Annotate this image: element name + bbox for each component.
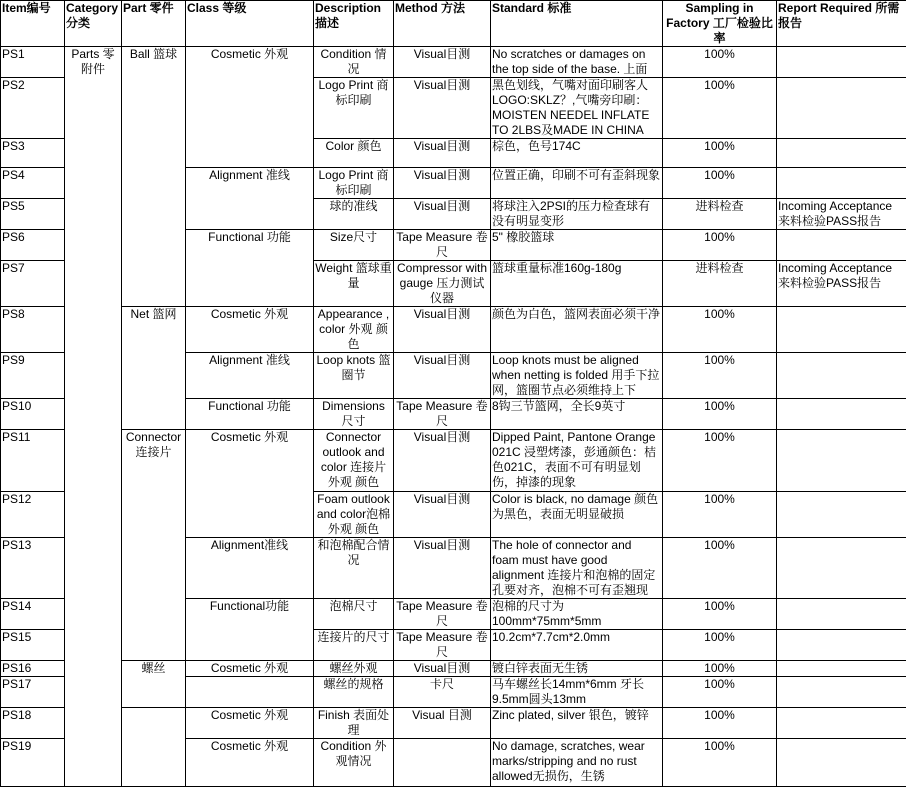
standard-cell: 颜色为白色，篮网表面必须干净	[491, 307, 663, 353]
standard-cell: 10.2cm*7.7cm*2.0mm	[491, 630, 663, 661]
sampling-cell: 100%	[663, 599, 777, 630]
table-row	[1, 47, 906, 78]
item-id: PS12	[1, 492, 65, 538]
item-id: PS15	[1, 630, 65, 661]
class-cosmetic-net: Cosmetic 外观	[186, 307, 314, 353]
description-cell: 螺丝外观	[314, 661, 394, 677]
item-id: PS19	[1, 739, 65, 787]
report-cell	[777, 739, 906, 787]
method-cell: Visual目测	[394, 78, 491, 139]
method-cell: Visual目测	[394, 47, 491, 78]
class-functional-net: Functional 功能	[186, 399, 314, 430]
description-cell: Weight 篮球重量	[314, 261, 394, 307]
method-cell: 卡尺	[394, 677, 491, 708]
header-standard: Standard 标准	[491, 1, 663, 47]
part-connector: Connector 连接片	[122, 430, 186, 661]
description-cell: Connector outlook and color 连接片外观 颜色	[314, 430, 394, 492]
table-row	[1, 661, 906, 677]
standard-cell: 8钩三节篮网，全长9英寸	[491, 399, 663, 430]
class-alignment-ball: Alignment 准线	[186, 168, 314, 230]
standard-cell: 黑色划线，气嘴对面印刷客人LOGO:SKLZ？,气嘴旁印刷：MOISTEN NEEDEL INFLATE TO 2LBS及MADE IN CHINA	[491, 78, 663, 139]
sampling-cell: 进料检查	[663, 261, 777, 307]
report-cell	[777, 661, 906, 677]
item-id: PS18	[1, 708, 65, 739]
item-id: PS16	[1, 661, 65, 677]
report-cell	[777, 139, 906, 168]
standard-cell: Zinc plated, silver 银色，镀锌	[491, 708, 663, 739]
standard-cell: 泡棉的尺寸为 100mm*75mm*5mm	[491, 599, 663, 630]
description-cell: Logo Print 商标印刷	[314, 168, 394, 199]
sampling-cell: 100%	[663, 630, 777, 661]
method-cell: Compressor with gauge 压力测试仪器	[394, 261, 491, 307]
class-cosmetic-ps19: Cosmetic 外观	[186, 739, 314, 787]
sampling-cell: 100%	[663, 538, 777, 599]
item-id: PS4	[1, 168, 65, 199]
report-cell	[777, 47, 906, 78]
method-cell: Tape Measure 卷尺	[394, 399, 491, 430]
part-screw: 螺丝	[122, 661, 186, 708]
class-cosmetic-connector: Cosmetic 外观	[186, 430, 314, 538]
class-functional-connector: Functional功能	[186, 599, 314, 661]
item-id: PS7	[1, 261, 65, 307]
class-alignment-net: Alignment 准线	[186, 353, 314, 399]
method-cell: Tape Measure 卷尺	[394, 599, 491, 630]
description-cell: Condition 外观情况	[314, 739, 394, 787]
report-cell	[777, 492, 906, 538]
description-cell: Foam outlook and color泡棉外观 颜色	[314, 492, 394, 538]
method-cell: Visual目测	[394, 307, 491, 353]
description-cell: Loop knots 篮圈节	[314, 353, 394, 399]
sampling-cell: 100%	[663, 307, 777, 353]
class-cosmetic-ps18: Cosmetic 外观	[186, 708, 314, 739]
part-empty	[122, 708, 186, 787]
method-cell: Visual 目测	[394, 708, 491, 739]
item-id: PS1	[1, 47, 65, 78]
sampling-cell: 100%	[663, 139, 777, 168]
report-cell	[777, 168, 906, 199]
standard-cell: 5" 橡胶篮球	[491, 230, 663, 261]
table-row	[1, 430, 906, 492]
item-id: PS5	[1, 199, 65, 230]
description-cell: 螺丝的规格	[314, 677, 394, 708]
report-cell	[777, 430, 906, 492]
standard-cell: The hole of connector and foam must have good alignment 连接片和泡棉的固定孔要对齐，泡棉不可有歪翘现	[491, 538, 663, 599]
item-id: PS6	[1, 230, 65, 261]
method-cell: Visual目测	[394, 168, 491, 199]
header-row	[1, 1, 906, 47]
header-class: Class 等级	[186, 1, 314, 47]
sampling-cell: 100%	[663, 230, 777, 261]
header-method: Method 方法	[394, 1, 491, 47]
class-empty	[186, 677, 314, 708]
method-cell	[394, 739, 491, 787]
sampling-cell: 100%	[663, 739, 777, 787]
report-cell	[777, 708, 906, 739]
standard-cell: 棕色，色号174C	[491, 139, 663, 168]
sampling-cell: 100%	[663, 399, 777, 430]
item-id: PS11	[1, 430, 65, 492]
description-cell: Condition 情况	[314, 47, 394, 78]
standard-cell: 马车螺丝长14mm*6mm 牙长9.5mm圆头13mm	[491, 677, 663, 708]
item-id: PS17	[1, 677, 65, 708]
class-functional-ball: Functional 功能	[186, 230, 314, 307]
item-id: PS9	[1, 353, 65, 399]
method-cell: Visual目测	[394, 492, 491, 538]
sampling-cell: 进料检查	[663, 199, 777, 230]
standard-cell: 将球注入2PSI的压力检查球有没有明显变形	[491, 199, 663, 230]
description-cell: 连接片的尺寸	[314, 630, 394, 661]
report-cell: Incoming Acceptance 来料检验PASS报告	[777, 199, 906, 230]
part-net: Net 篮网	[122, 307, 186, 430]
table-row	[1, 307, 906, 353]
standard-cell: 位置正确，印刷不可有歪斜现象	[491, 168, 663, 199]
description-cell: 泡棉尺寸	[314, 599, 394, 630]
header-report: Report Required 所需报告	[777, 1, 906, 47]
description-cell: Color 颜色	[314, 139, 394, 168]
class-cosmetic-ball: Cosmetic 外观	[186, 47, 314, 168]
item-id: PS14	[1, 599, 65, 630]
header-part: Part 零件	[122, 1, 186, 47]
sampling-cell: 100%	[663, 677, 777, 708]
method-cell: Visual目测	[394, 430, 491, 492]
item-id: PS3	[1, 139, 65, 168]
header-item: Item编号	[1, 1, 65, 47]
item-id: PS13	[1, 538, 65, 599]
description-cell: 球的准线	[314, 199, 394, 230]
category-cell: Parts 零附件	[65, 47, 122, 787]
table-row	[1, 708, 906, 739]
description-cell: Size尺寸	[314, 230, 394, 261]
method-cell: Tape Measure 卷尺	[394, 230, 491, 261]
header-category: Category 分类	[65, 1, 122, 47]
standard-cell: No scratches or damages on the top side of the base. 上面	[491, 47, 663, 78]
header-sampling: Sampling in Factory 工厂检验比率	[663, 1, 777, 47]
header-description: Description 描述	[314, 1, 394, 47]
sampling-cell: 100%	[663, 492, 777, 538]
class-cosmetic-screw: Cosmetic 外观	[186, 661, 314, 677]
description-cell: Logo Print 商标印刷	[314, 78, 394, 139]
description-cell: Finish 表面处理	[314, 708, 394, 739]
report-cell	[777, 230, 906, 261]
standard-cell: No damage, scratches, wear marks/stripping and no rust allowed无损伤，生锈	[491, 739, 663, 787]
report-cell	[777, 677, 906, 708]
report-cell	[777, 538, 906, 599]
report-cell	[777, 630, 906, 661]
method-cell: Tape Measure 卷尺	[394, 630, 491, 661]
standard-cell: Dipped Paint, Pantone Orange 021C 浸塑烤漆，彭通颜色：桔色021C，表面不可有明显划伤，掉漆的现象	[491, 430, 663, 492]
report-cell	[777, 78, 906, 139]
class-alignment-connector: Alignment准线	[186, 538, 314, 599]
description-cell: 和泡棉配合情况	[314, 538, 394, 599]
standard-cell: Color is black, no damage 颜色为黑色，表面无明显破损	[491, 492, 663, 538]
standard-cell: Loop knots must be aligned when netting is folded 用手下拉网，篮圈节点必须维持上下	[491, 353, 663, 399]
sampling-cell: 100%	[663, 430, 777, 492]
sampling-cell: 100%	[663, 353, 777, 399]
sampling-cell: 100%	[663, 168, 777, 199]
sampling-cell: 100%	[663, 661, 777, 677]
method-cell: Visual目测	[394, 353, 491, 399]
sampling-cell: 100%	[663, 78, 777, 139]
description-cell: Appearance , color 外观 颜色	[314, 307, 394, 353]
report-cell: Incoming Acceptance 来料检验PASS报告	[777, 261, 906, 307]
sampling-cell: 100%	[663, 708, 777, 739]
report-cell	[777, 307, 906, 353]
method-cell: Visual目测	[394, 661, 491, 677]
item-id: PS10	[1, 399, 65, 430]
report-cell	[777, 399, 906, 430]
item-id: PS8	[1, 307, 65, 353]
report-cell	[777, 599, 906, 630]
part-ball: Ball 篮球	[122, 47, 186, 307]
sampling-cell: 100%	[663, 47, 777, 78]
standard-cell: 镀白锌表面无生锈	[491, 661, 663, 677]
method-cell: Visual目测	[394, 139, 491, 168]
item-id: PS2	[1, 78, 65, 139]
description-cell: Dimensions 尺寸	[314, 399, 394, 430]
method-cell: Visual目测	[394, 538, 491, 599]
standard-cell: 篮球重量标准160g-180g	[491, 261, 663, 307]
report-cell	[777, 353, 906, 399]
method-cell: Visual目测	[394, 199, 491, 230]
